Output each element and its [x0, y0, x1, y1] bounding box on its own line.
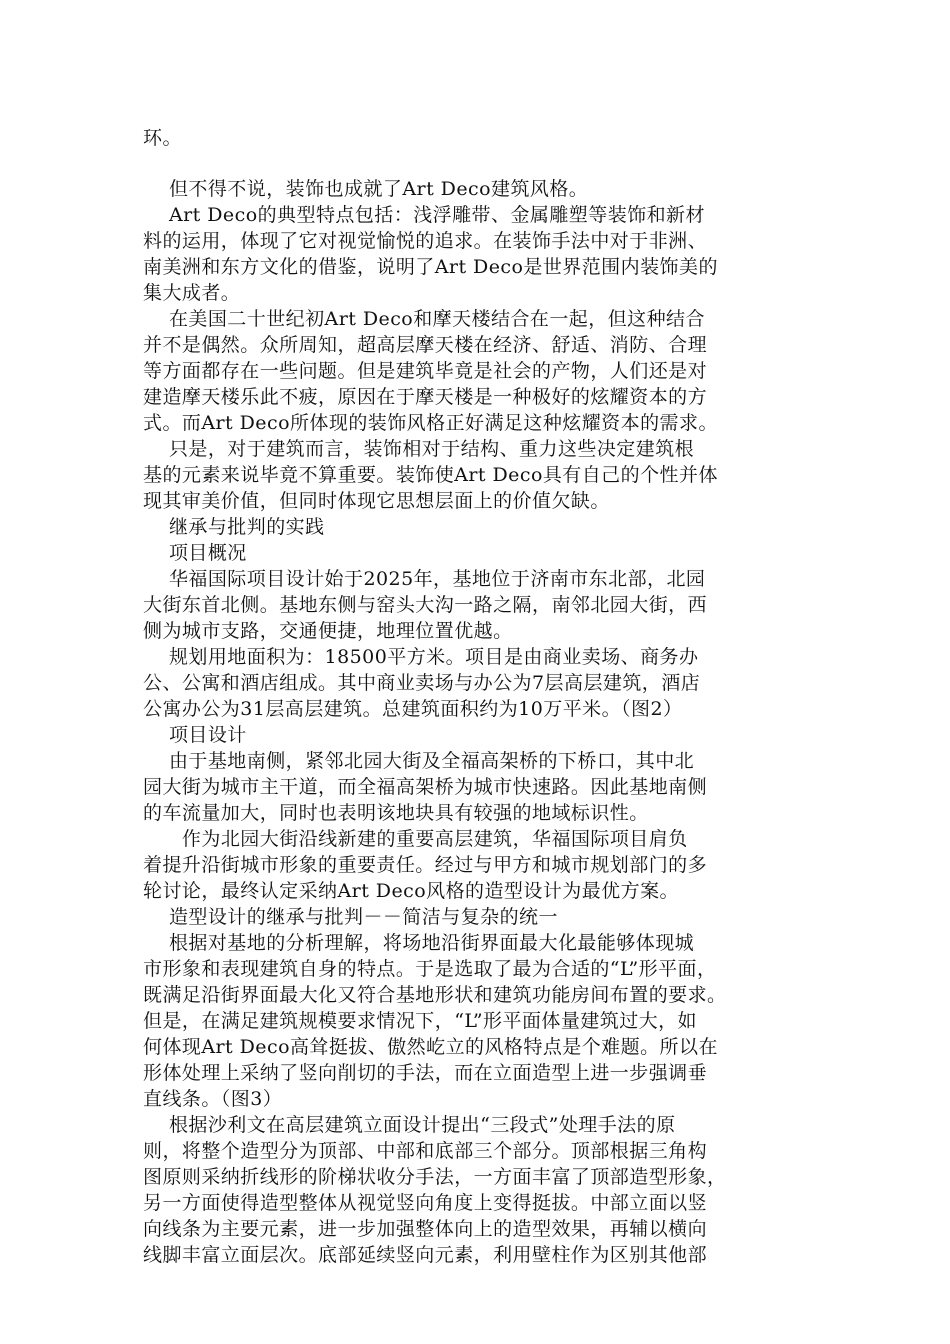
- text-line: 但是，在满足建筑规模要求情况下，“L”形平面体量建筑过大，如: [143, 1010, 697, 1032]
- text-line: 公、公寓和酒店组成。其中商业卖场与办公为7层高层建筑，酒店: [143, 672, 701, 694]
- text-line: 图原则采纳折线形的阶梯状收分手法，一方面丰富了顶部造型形象，: [143, 1166, 727, 1188]
- text-line: 形体处理上采纳了竖向削切的手法，而在立面造型上进一步强调垂: [143, 1062, 708, 1084]
- text-line: 线脚丰富立面层次。底部延续竖向元素，利用壁柱作为区别其他部: [143, 1244, 708, 1266]
- text-line: 根据对基地的分析理解，将场地沿街界面最大化最能够体现城: [143, 932, 695, 954]
- text-line: 现其审美价值，但同时体现它思想层面上的价值欠缺。: [143, 490, 610, 512]
- text-line: 建造摩天楼乐此不疲，原因在于摩天楼是一种极好的炫耀资本的方: [143, 386, 708, 408]
- text-line: 直线条。（图3）: [143, 1088, 283, 1110]
- text-line: 基的元素来说毕竟不算重要。装饰使Art Deco具有自己的个性并体: [143, 464, 718, 486]
- text-line: Art Deco的典型特点包括：浅浮雕带、金属雕塑等装饰和新材: [143, 204, 705, 226]
- text-line: 南美洲和东方文化的借鉴，说明了Art Deco是世界范围内装饰美的: [143, 256, 718, 278]
- text-line: 另一方面使得造型整体从视觉竖向角度上变得挺拔。中部立面以竖: [143, 1192, 708, 1214]
- text-line: 由于基地南侧，紧邻北园大街及全福高架桥的下桥口，其中北: [143, 750, 695, 772]
- text-line: 作为北园大街沿线新建的重要高层建筑，华福国际项目肩负: [143, 828, 688, 850]
- text-line: 则，将整个造型分为顶部、中部和底部三个部分。顶部根据三角构: [143, 1140, 708, 1162]
- text-line: 式。而Art Deco所体现的装饰风格正好满足这种炫耀资本的需求。: [143, 412, 718, 434]
- text-line: 侧为城市支路，交通便捷，地理位置优越。: [143, 620, 513, 642]
- text-line: 大街东首北侧。基地东侧与窑头大沟一路之隔，南邻北园大街，西: [143, 594, 708, 616]
- text-line: 但不得不说，装饰也成就了Art Deco建筑风格。: [143, 178, 589, 200]
- section-heading: 项目设计: [143, 724, 247, 746]
- text-line: 既满足沿街界面最大化又符合基地形状和建筑功能房间布置的要求。: [143, 984, 727, 1006]
- text-line: 公寓办公为31层高层建筑。总建筑面积约为10万平米。（图2）: [143, 698, 683, 720]
- text-line: 园大街为城市主干道，而全福高架桥为城市快速路。因此基地南侧: [143, 776, 708, 798]
- text-line: 向线条为主要元素，进一步加强整体向上的造型效果，再辅以横向: [143, 1218, 708, 1240]
- text-line: 料的运用，体现了它对视觉愉悦的追求。在装饰手法中对于非洲、: [143, 230, 708, 252]
- text-line: 并不是偶然。众所周知，超高层摩天楼在经济、舒适、消防、合理: [143, 334, 708, 356]
- text-line: 市形象和表现建筑自身的特点。于是选取了最为合适的“L”形平面，: [143, 958, 717, 980]
- text-line: 根据沙利文在高层建筑立面设计提出“三段式”处理手法的原: [143, 1114, 676, 1136]
- text-line: 华福国际项目设计始于2025年，基地位于济南市东北部，北园: [143, 568, 706, 590]
- text-line: 的车流量加大，同时也表明该地块具有较强的地域标识性。: [143, 802, 649, 824]
- text-line: 着提升沿街城市形象的重要责任。经过与甲方和城市规划部门的多: [143, 854, 708, 876]
- section-heading: 项目概况: [143, 542, 247, 564]
- text-line: 在美国二十世纪初Art Deco和摩天楼结合在一起，但这种结合: [143, 308, 705, 330]
- section-heading: 造型设计的继承与批判－－简洁与复杂的统一: [143, 906, 558, 928]
- text-line: 等方面都存在一些问题。但是建筑毕竟是社会的产物，人们还是对: [143, 360, 708, 382]
- text-line: 集大成者。: [143, 282, 241, 304]
- text-line: 规划用地面积为：18500平方米。项目是由商业卖场、商务办: [143, 646, 699, 668]
- text-line: 轮讨论，最终认定采纳Art Deco风格的造型设计为最优方案。: [143, 880, 679, 902]
- text-line: 只是，对于建筑而言，装饰相对于结构、重力这些决定建筑根: [143, 438, 695, 460]
- text-line: 何体现Art Deco高耸挺拔、傲然屹立的风格特点是个难题。所以在: [143, 1036, 718, 1058]
- text-line: 环。: [143, 127, 182, 149]
- section-heading: 继承与批判的实践: [143, 516, 325, 538]
